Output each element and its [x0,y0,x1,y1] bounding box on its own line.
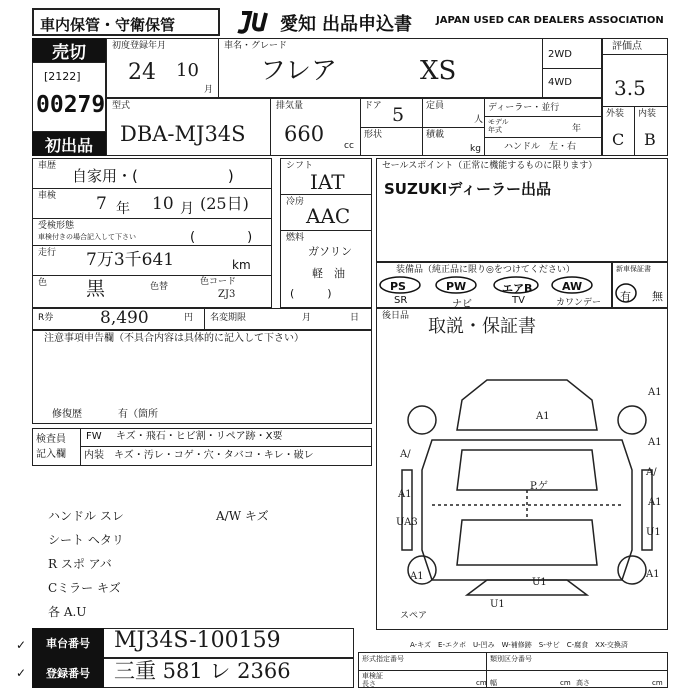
assoc-name: JAPAN USED CAR DEALERS ASSOCIATION [436,15,664,26]
car-name: フレア [260,56,337,86]
storage-box [32,8,220,36]
drive-2wd: 2WD [548,49,572,60]
status-badge: 売切 [32,38,106,62]
first-listing-badge: 初出品 [32,132,106,156]
check-mark-icon-2: ✓ [16,666,27,680]
drive-4wd: 4WD [548,77,572,88]
first-reg-year: 24 [128,60,156,85]
storage-text: 車内保管・守衛保管 [40,16,176,34]
equip-tv: TV [512,295,525,306]
car-damage-diagram [392,370,662,610]
note-right: A/W キズ [216,509,269,523]
damage-legend: A-キズ E-エクボ U-凹み W-補修跡 S-サビ C-腐食 XX-交換済 [410,641,628,649]
note-line-2: シート ヘタリ [48,533,124,547]
first-reg-month: 10 [176,60,199,81]
lot-number: 00279 [36,92,106,118]
plate-number: 三重 581 レ 2366 [114,659,291,683]
equip-airbag: エアB [502,282,533,295]
door-count: 5 [392,104,405,126]
first-reg-label: 初度登録年月 [112,41,167,51]
score-label: 評価点 [612,41,642,52]
car-grade: XS [420,56,457,86]
color-code: ZJ3 [218,289,236,300]
sales-point-value: SUZUKIディーラー出品 [384,180,552,198]
exterior-grade: C [612,130,625,149]
notes-block [32,330,372,424]
check-mark-icon: ✓ [16,638,27,652]
chassis-number: MJ34S-100159 [114,628,281,653]
auction-sheet: 車内保管・守衛保管 愛知 出品申込書 JAPAN USED CAR DEALERS ASSOCIATION 売切 [2122] 00279 初出品 初度登録年月 24 10 月 車名・グレード フレア XS 2WD 4WD 評価点 3.5 外装 内装 C B 型式 DBA-MJ34S 排気量 660 cc ドア 5 形状 定員 人 積載 kg ディーラー・並行 モデル 年式 年 ハンドル 左・右 車歴 自家用・( ) 車検 7 年 10 月 (25日) 受検形態 車検付きの場合記入して下さい ( ) 走行 7万3千641 km 色 黒 色替 色コード ZJ3 シフト IAT 冷房 AAC 燃料 ガソリン 軽 油 ( ) セールスポイント（正常に機能するものに限ります） SUZUKIディーラー出品 装備品（純正品に限り◎をつけてください） PS PW エアB AW SR ナビ TV カワンデー 新車保証書 有 無 R券 8,490 円 名変期限 月 日 後日品 取説・保証書 注意事項申告欄（不具合内容は具体的に記入して下さい） 修復歴 有（箇所 検査員 記入欄 FW キズ・飛石・ヒビ割・リペア跡・X要 内装 キズ・汚レ・コゲ・穴・タバコ・キレ・破レ ハンドル スレ シート ヘタリ R スポ アバ Cミラー キズ 各 A.U A/W キズ A1 A1 A1 A1 A1 A1 UA3 U1 U1 A1 P.ゲ A/ A/ U1 スペア A-キズ E-エクボ U-凹み W-補修跡 S-サビ C-腐食 XX-交換済 ✓ ✓ 車台番号 MJ34S-100159 登録番号 三重 581 レ 2366 形式指定番号 類別区分番号 車検証 長さ cm 幅 cm 高さ cm [0,0,700,700]
fuel-gasoline: ガソリン [308,245,352,258]
equip-aw: AW [562,280,583,293]
sales-point-block [376,158,668,262]
ju-logo-icon [236,9,278,35]
note-line-3: R スポ アバ [48,557,112,571]
shift-value: IAT [310,170,345,194]
equip-pw: PW [446,280,467,293]
mileage-value: 7万3千641 [86,250,175,270]
org-name: 愛知 [280,14,316,35]
spare-label: スペア [400,611,428,621]
equip-camera: カワンデー [556,298,602,308]
equip-ps: PS [390,280,406,293]
inspection-day: (25日) [200,194,249,213]
color-value: 黒 [86,278,106,300]
equipment-circles [376,274,612,294]
note-line-1: ハンドル スレ [48,509,124,523]
accessories-value: 取説・保証書 [428,316,536,337]
car-name-label: 車名・グレード [224,41,288,51]
lot-code: [2122] [44,70,81,83]
inspection-year: 7 [96,194,107,214]
equip-navi: ナビ [452,299,472,310]
warranty-circle-icon [614,282,638,304]
score-value: 3.5 [614,76,646,100]
form-title: 出品申込書 [322,14,412,35]
r-ticket-row [32,308,372,330]
displacement: 660 [284,122,325,146]
r-ticket-value: 8,490 [100,308,149,328]
cooler-value: AAC [306,204,351,228]
note-line-5: 各 A.U [48,605,87,619]
warranty-no: 無 [652,290,663,303]
inspection-month: 10 [152,194,174,214]
history-value: 自家用・( ) [72,167,234,185]
equip-sr: SR [394,295,408,306]
note-line-4: Cミラー キズ [48,581,121,595]
interior-grade: B [644,130,656,149]
model-code: DBA-MJ34S [120,122,246,146]
warranty-yes: 有 [620,290,631,303]
